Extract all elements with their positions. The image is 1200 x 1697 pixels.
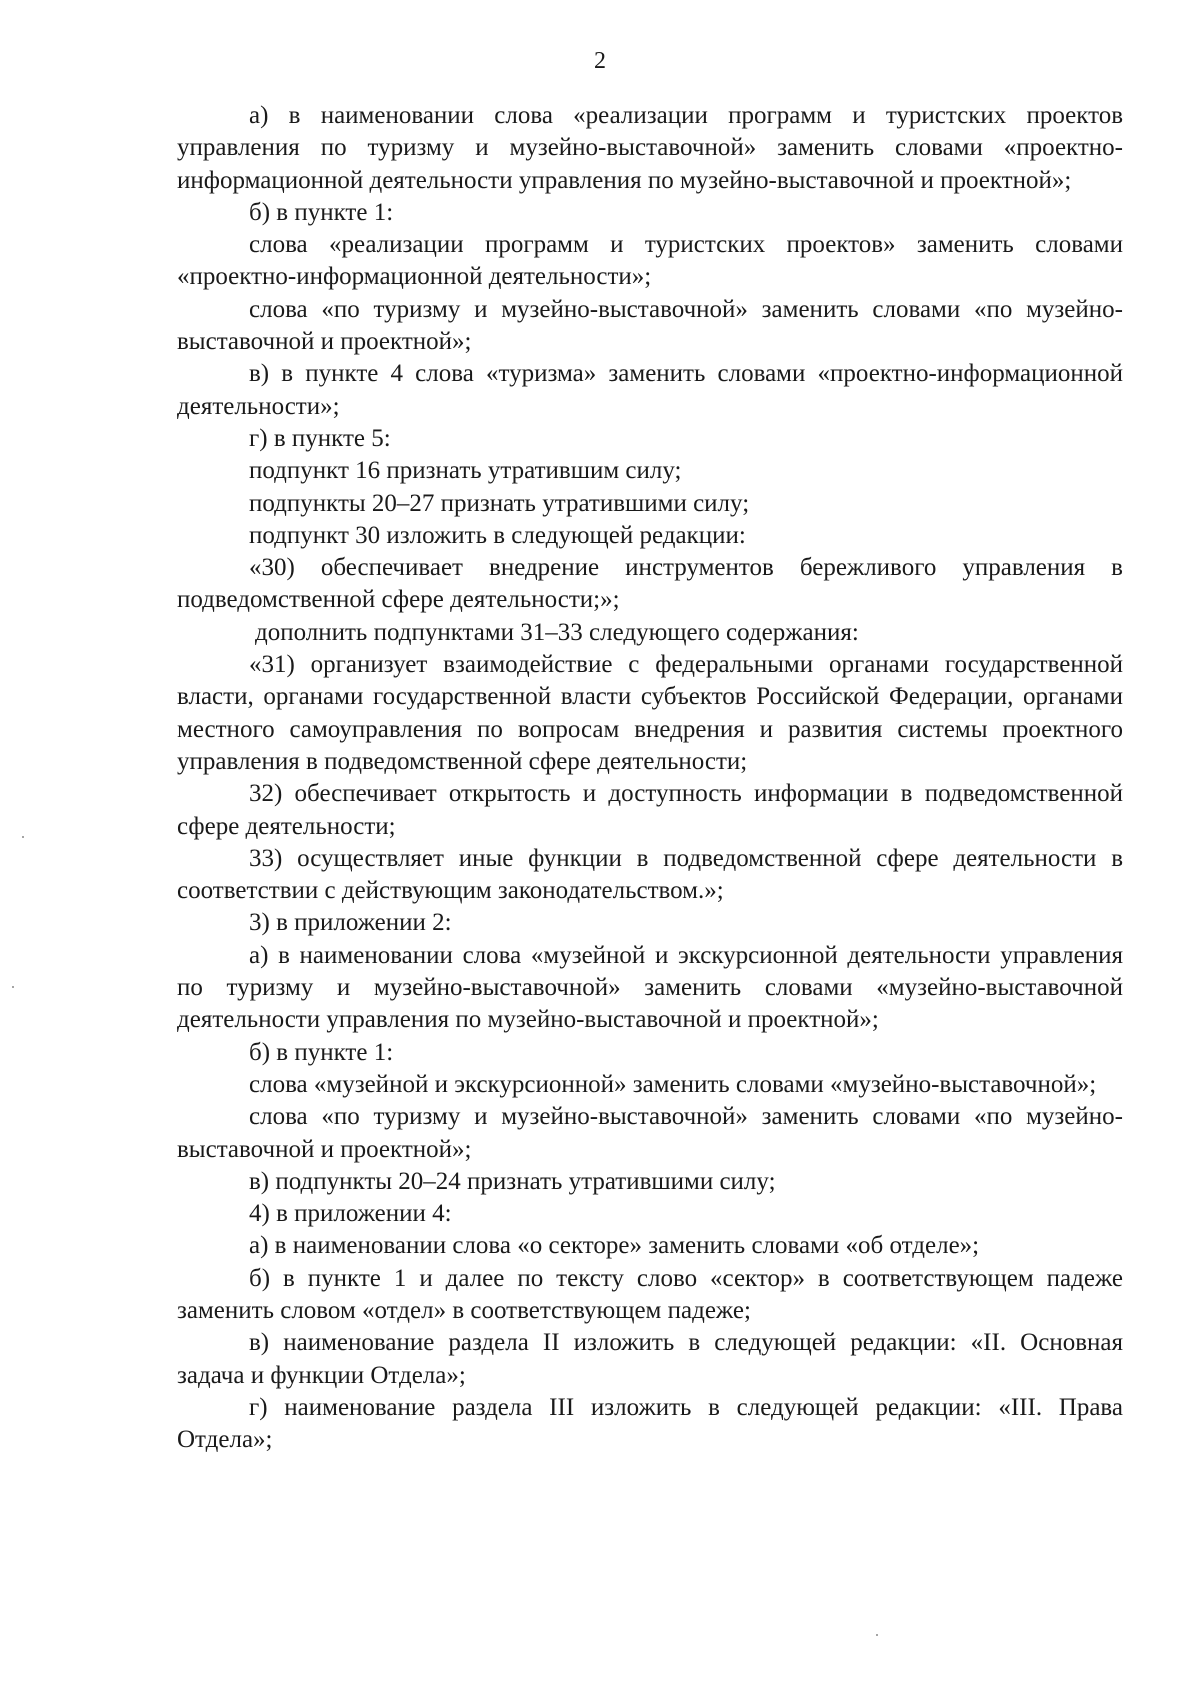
paragraph: 33) осуществляет иные функции в подведомственной сфере деятельности в соответствии с действующим законодательством.»; [177,844,1123,905]
paragraph: «30) обеспечивает внедрение инструментов бережливого управления в подведомственной сфере деятельности;»; [177,554,1123,614]
paragraph: подпункт 30 изложить в следующей редакции: [249,521,746,549]
paragraph: г) наименование раздела III изложить в следующей редакции: «III. Права Отдела»; [177,1393,1123,1454]
page-number: 2 [594,48,606,74]
paragraph: слова «музейной и экскурсионной» заменить словами «музейно-выставочной»; [249,1070,1097,1098]
paragraph: подпункты 20–27 признать утратившими силу; [249,489,750,517]
paragraph: а) в наименовании слова «реализации программ и туристских проектов управления по туризму и музейно-выставочной» заменить словами «проектно-информационной деятельности управления по музейно-выставочной и проектной»; [177,102,1123,194]
paragraph: а) в наименовании слова «о секторе» заменить словами «об отделе»; [249,1232,980,1260]
paragraph: б) в пункте 1: [249,198,394,226]
scan-speck [22,836,24,838]
paragraph: а) в наименовании слова «музейной и экскурсионной деятельности управления по туризму и музейно-выставочной» заменить словами «музейно-выставочной деятельности управления по музейно-выставочной и проектной»; [177,941,1123,1034]
paragraph: слова «реализации программ и туристских проектов» заменить словами «проектно-информационной деятельности»; [177,231,1123,291]
paragraph: дополнить подпунктами 31–33 следующего содержания: [255,618,859,646]
paragraph: в) подпункты 20–24 признать утратившими силу; [249,1167,776,1195]
paragraph: слова «по туризму и музейно-выставочной» заменить словами «по музейно-выставочной и проектной»; [177,295,1123,356]
paragraph: слова «по туризму и музейно-выставочной» заменить словами «по музейно-выставочной и проектной»; [177,1103,1123,1163]
paragraph: 3) в приложении 2: [249,909,452,937]
paragraph: в) в пункте 4 слова «туризма» заменить словами «проектно-информационной деятельности»; [177,360,1123,420]
paragraph: 32) обеспечивает открытость и доступность информации в подведомственной сфере деятельности; [177,780,1123,840]
paragraph: г) в пункте 5: [249,424,391,452]
paragraph: подпункт 16 признать утратившим силу; [249,457,682,485]
paragraph: «31) организует взаимодействие с федеральными органами государственной власти, органами государственной власти субъектов Российской Федерации, органами местного самоуправления по вопросам внедрения и развития системы проектного управления в подведомственной сфере деятельности; [177,651,1123,775]
paragraph: б) в пункте 1 и далее по тексту слово «сектор» в соответствующем падеже заменить словом «отдел» в соответствующем падеже; [177,1264,1123,1324]
document-body [177,100,1123,1456]
scan-speck [12,986,14,988]
scan-speck [876,1634,878,1636]
paragraph: 4) в приложении 4: [249,1200,452,1228]
paragraph: б) в пункте 1: [249,1038,394,1066]
paragraph: в) наименование раздела II изложить в следующей редакции: «II. Основная задача и функции Отдела»; [177,1329,1123,1389]
